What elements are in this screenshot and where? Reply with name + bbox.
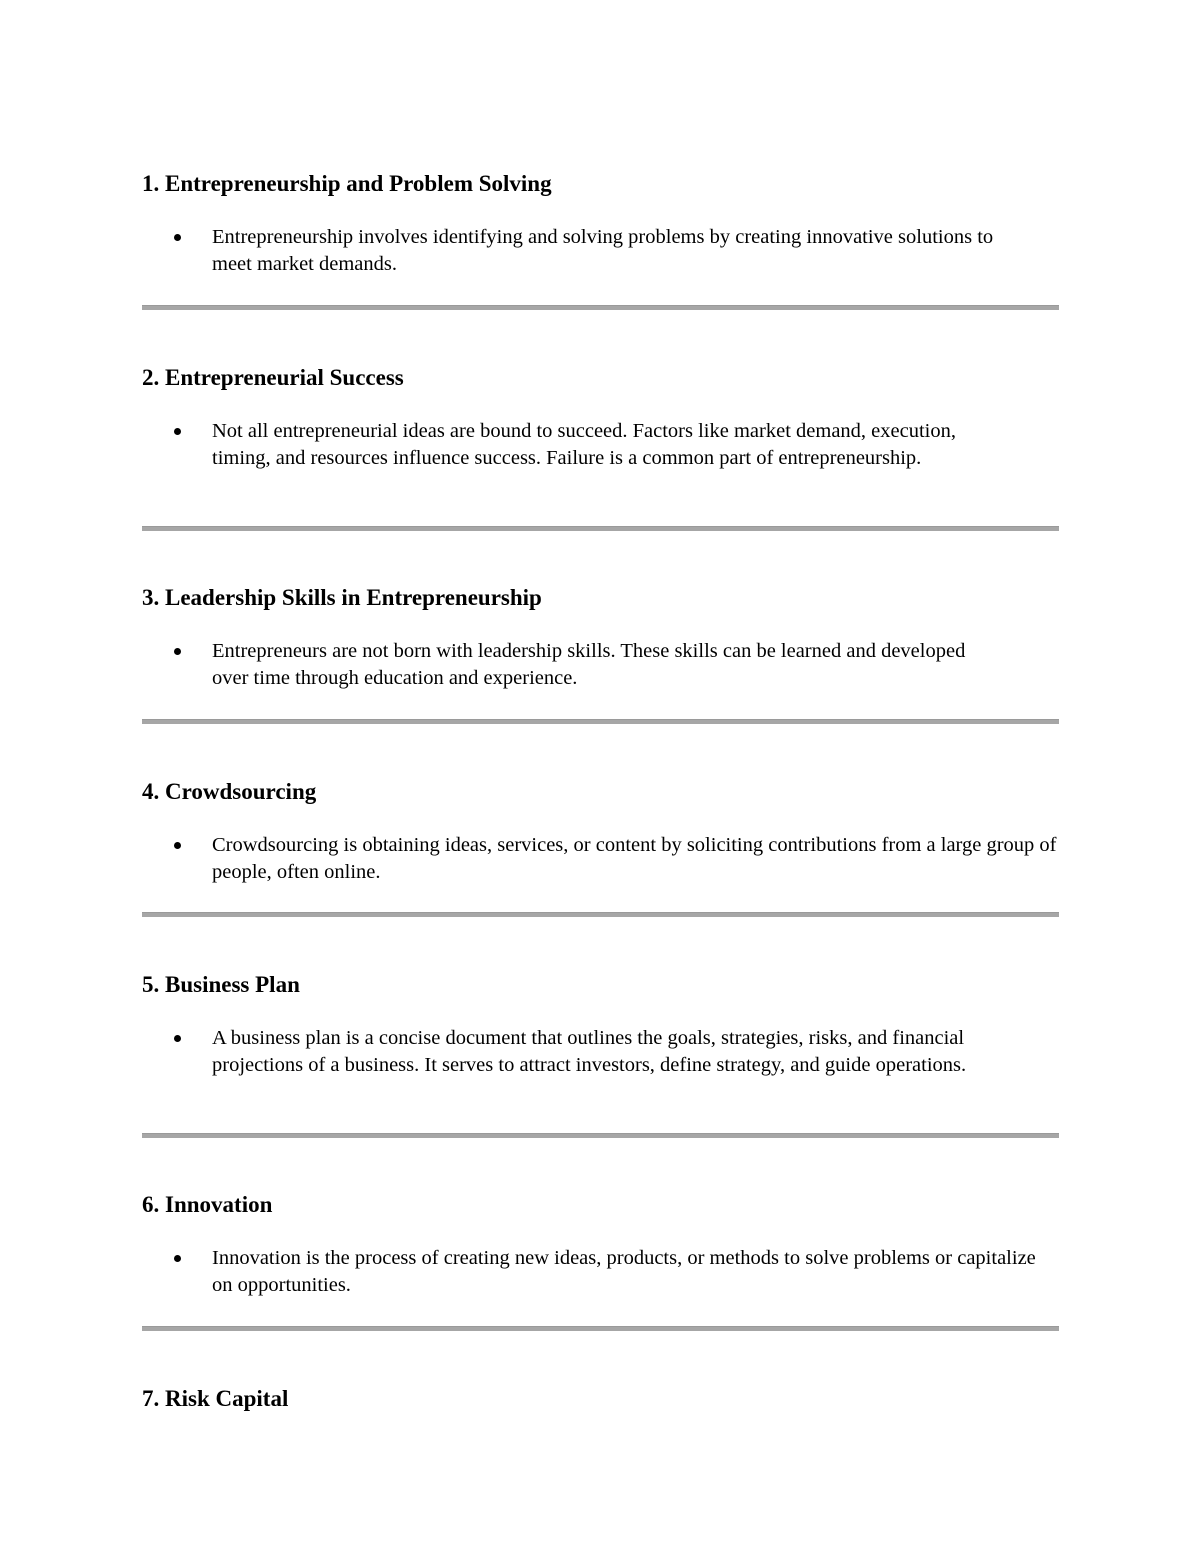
bullet-text: Entrepreneurship involves identifying and solving problems by creating innovative solutions to meet market demands. xyxy=(212,226,994,275)
section-heading: 5. Business Plan xyxy=(142,972,300,997)
list-item xyxy=(142,224,1002,278)
bullet-text: A business plan is a concise document that outlines the goals, strategies, risks, and financial projections of a business. It serves to attract investors, define strategy, and guide operations. xyxy=(212,1027,967,1076)
horizontal-divider xyxy=(142,526,1059,531)
section-heading: 7. Risk Capital xyxy=(142,1386,289,1411)
section-heading: 2. Entrepreneurial Success xyxy=(142,365,404,390)
bullet-icon xyxy=(174,234,181,241)
bullet-list xyxy=(142,832,1059,886)
bullet-icon xyxy=(174,428,181,435)
bullet-icon xyxy=(174,842,181,849)
list-item xyxy=(142,832,1059,886)
bullet-text: Crowdsourcing is obtaining ideas, services, or content by soliciting contributions from a large group of people, often online. xyxy=(212,834,1057,883)
list-item xyxy=(142,1245,1052,1299)
bullet-icon xyxy=(174,1035,181,1042)
list-item xyxy=(142,1025,1059,1079)
horizontal-divider xyxy=(142,1133,1059,1138)
section-heading: 4. Crowdsourcing xyxy=(142,779,317,804)
bullet-list xyxy=(142,638,1059,692)
section-heading: 6. Innovation xyxy=(142,1192,273,1217)
section-heading: 1. Entrepreneurship and Problem Solving xyxy=(142,171,552,196)
bullet-icon xyxy=(174,1255,181,1262)
bullet-list xyxy=(142,418,1059,472)
bullet-icon xyxy=(174,648,181,655)
horizontal-divider xyxy=(142,1326,1059,1331)
bullet-text: Not all entrepreneurial ideas are bound to succeed. Factors like market demand, execution, timing, and resources influence success. Failure is a common part of entrepreneurship. xyxy=(212,420,956,469)
horizontal-divider xyxy=(142,305,1059,310)
list-item xyxy=(142,638,992,692)
list-item xyxy=(142,418,982,472)
horizontal-divider xyxy=(142,912,1059,917)
bullet-list xyxy=(142,1025,1059,1079)
section-heading: 3. Leadership Skills in Entrepreneurship xyxy=(142,585,542,610)
bullet-text: Innovation is the process of creating new ideas, products, or methods to solve problems or capitalize on opportunities. xyxy=(212,1247,1036,1296)
horizontal-divider xyxy=(142,719,1059,724)
bullet-text: Entrepreneurs are not born with leadership skills. These skills can be learned and developed over time through education and experience. xyxy=(212,640,966,689)
bullet-list xyxy=(142,1245,1059,1299)
bullet-list xyxy=(142,224,1059,278)
